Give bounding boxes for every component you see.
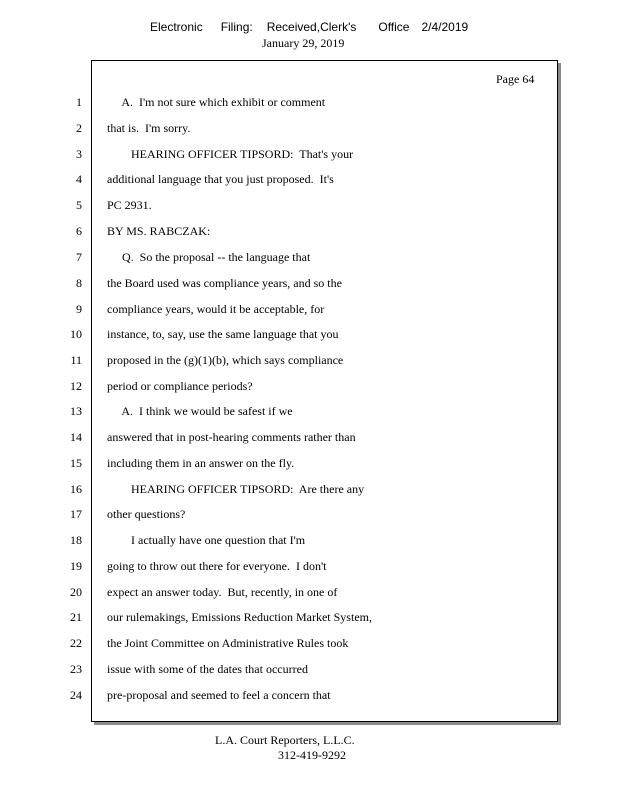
line-number: 7 bbox=[76, 250, 82, 264]
transcript-line: issue with some of the dates that occurred bbox=[107, 662, 308, 676]
transcript-line: HEARING OFFICER TIPSORD: That's your bbox=[107, 147, 354, 161]
line-number: 14 bbox=[70, 430, 82, 444]
filing-header-electronic: Electronic bbox=[150, 20, 203, 34]
line-number: 9 bbox=[76, 302, 82, 316]
line-number: 6 bbox=[76, 224, 82, 238]
transcript-line: the Board used was compliance years, and so the bbox=[107, 276, 342, 290]
line-number: 3 bbox=[76, 147, 82, 161]
line-number: 12 bbox=[70, 379, 82, 393]
transcript-line: pre-proposal and seemed to feel a concern that bbox=[107, 688, 331, 702]
line-number: 1 bbox=[76, 95, 82, 109]
page-number: Page 64 bbox=[496, 72, 535, 86]
transcript-line: answered that in post-hearing comments rather than bbox=[107, 430, 356, 444]
filing-header-filed-date: 2/4/2019 bbox=[421, 20, 469, 34]
transcript-line: BY MS. RABCZAK: bbox=[107, 224, 211, 238]
transcript-line: including them in an answer on the fly. bbox=[107, 456, 295, 470]
transcript-line: HEARING OFFICER TIPSORD: Are there any bbox=[107, 482, 365, 496]
hearing-date: January 29, 2019 bbox=[262, 36, 345, 50]
filing-header bbox=[150, 20, 468, 34]
transcript-line: PC 2931. bbox=[107, 198, 152, 212]
transcript-line: additional language that you just proposed. It's bbox=[107, 172, 334, 186]
transcript-line: going to throw out there for everyone. I don't bbox=[107, 559, 327, 573]
filing-header-office: Office bbox=[378, 20, 410, 34]
line-number: 4 bbox=[76, 172, 82, 186]
line-number: 19 bbox=[70, 559, 82, 573]
line-number: 22 bbox=[70, 636, 82, 650]
transcript-line: the Joint Committee on Administrative Rules took bbox=[107, 636, 349, 650]
transcript-line: instance, to, say, use the same language that you bbox=[107, 327, 339, 341]
footer-phone: 312-419-9292 bbox=[278, 748, 346, 762]
line-number: 10 bbox=[70, 327, 82, 341]
line-number: 8 bbox=[76, 276, 82, 290]
line-number: 23 bbox=[70, 662, 82, 676]
line-number: 13 bbox=[70, 404, 82, 418]
line-number: 15 bbox=[70, 456, 82, 470]
filing-header-filing: Filing: bbox=[220, 20, 253, 34]
line-number: 20 bbox=[70, 585, 82, 599]
transcript-line: other questions? bbox=[107, 507, 186, 521]
transcript-line: Q. So the proposal -- the language that bbox=[107, 250, 311, 264]
transcript-line: A. I'm not sure which exhibit or comment bbox=[107, 95, 326, 109]
line-number: 18 bbox=[70, 533, 82, 547]
line-number: 16 bbox=[70, 482, 82, 496]
line-number: 11 bbox=[70, 353, 82, 367]
transcript-line: period or compliance periods? bbox=[107, 379, 253, 393]
transcript-line: that is. I'm sorry. bbox=[107, 121, 191, 135]
line-number: 21 bbox=[70, 610, 82, 624]
transcript-line: A. I think we would be safest if we bbox=[107, 404, 293, 418]
transcript-line: compliance years, would it be acceptable, for bbox=[107, 302, 325, 316]
line-number: 17 bbox=[70, 507, 82, 521]
transcript-line: expect an answer today. But, recently, in one of bbox=[107, 585, 338, 599]
line-number: 2 bbox=[76, 121, 82, 135]
transcript-line: proposed in the (g)(1)(b), which says compliance bbox=[107, 353, 344, 367]
footer-company: L.A. Court Reporters, L.L.C. bbox=[215, 733, 355, 747]
line-number: 24 bbox=[70, 688, 82, 702]
line-number: 5 bbox=[76, 198, 82, 212]
transcript-line: I actually have one question that I'm bbox=[107, 533, 306, 547]
transcript-line: our rulemakings, Emissions Reduction Market System, bbox=[107, 610, 372, 624]
filing-header-received: Received,Clerk's bbox=[266, 20, 357, 34]
